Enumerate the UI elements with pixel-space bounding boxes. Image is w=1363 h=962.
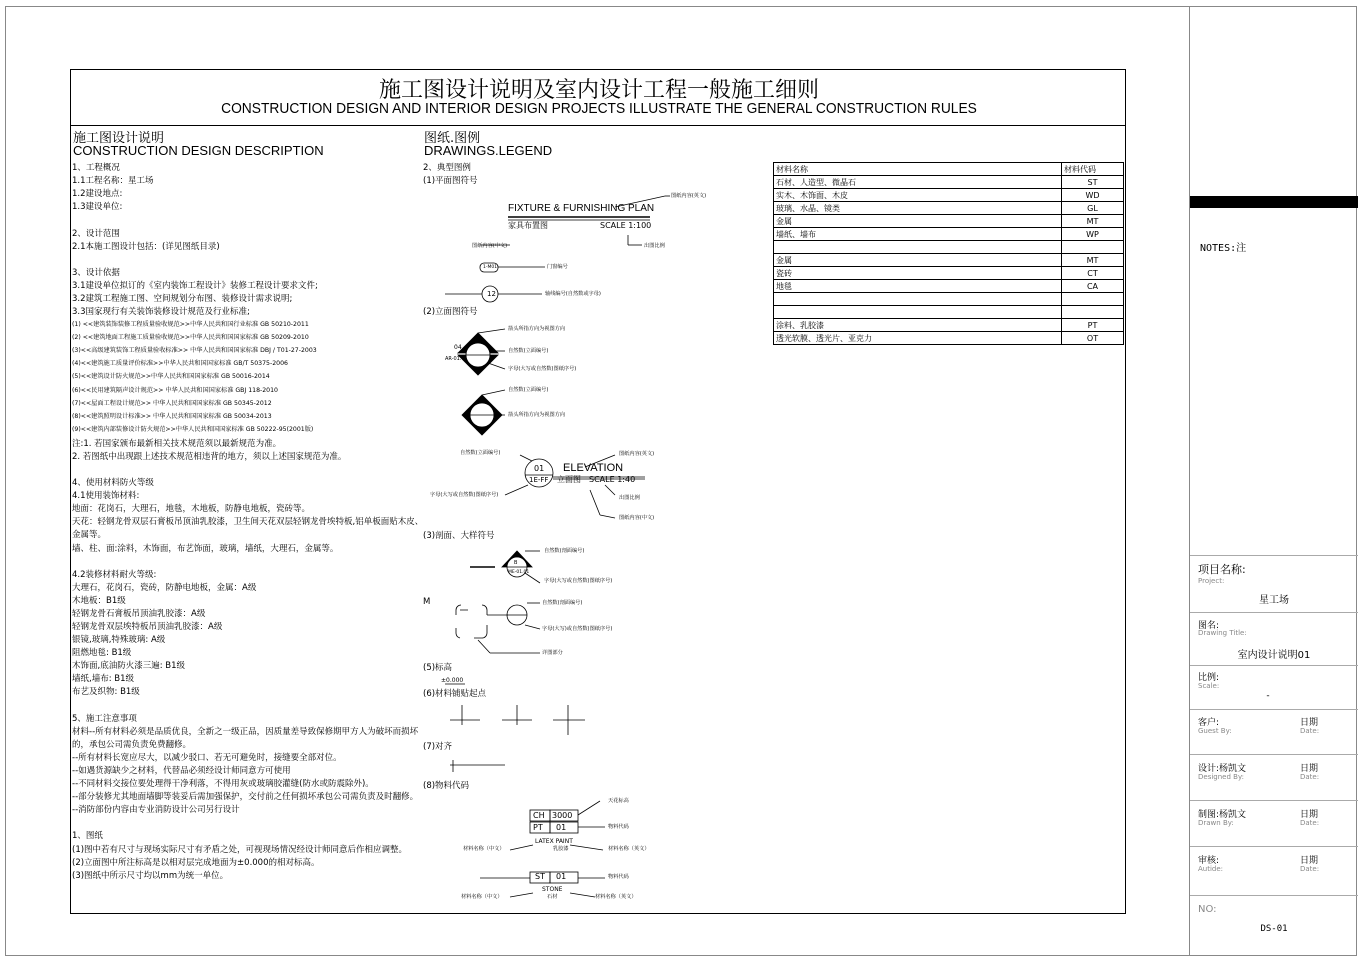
- text-line: 2、设计范围: [72, 229, 120, 239]
- legend-heading-cn: 图纸.图例: [424, 131, 481, 146]
- material-code-title: (8)物料代码: [423, 781, 470, 791]
- project-label-en: Project:: [1198, 577, 1225, 585]
- table-row: [774, 319, 1124, 332]
- elev-num-note: 自然数(立面编号): [508, 348, 549, 354]
- drawing-title-label: 图名:: [1198, 621, 1220, 631]
- text-line: 3.2建筑工程施工图、空间规划分布图、装修设计需求说明;: [72, 294, 293, 304]
- mat-en2-note: 材料名称（英文）: [595, 894, 637, 900]
- table-row: [774, 202, 1124, 215]
- pt-value: 01: [556, 823, 567, 832]
- date-label: 日期: [1300, 718, 1319, 728]
- title-block-bar: [1190, 196, 1358, 208]
- cell-code: CA: [1062, 280, 1124, 293]
- fixture-plan-title: FIXTURE & FURNISHING PLAN: [508, 203, 655, 214]
- stone-cn: 石材: [547, 894, 558, 900]
- date-label-en: Date:: [1300, 819, 1320, 827]
- separator: [1190, 800, 1358, 801]
- mat-code-note: 物料代码: [608, 824, 629, 830]
- standard-item: (9)<<建筑内部装修设计防火规范>>中华人民共和国国家标准 GB 50222-95(2001版): [72, 426, 314, 433]
- text-line: 4.2装修材料耐火等级:: [72, 570, 157, 580]
- cell-name: 金属: [774, 215, 1062, 228]
- drawing-title-value: 室内设计说明01: [1237, 650, 1311, 661]
- axis-label-note: 轴线编号(自然数或字母): [545, 291, 601, 297]
- cell-code: WP: [1062, 228, 1124, 241]
- text-line: 材料--所有材料必须是品质优良，全新之一级正品，因质量差导致保修期甲方人为破坏而损坏: [72, 727, 419, 737]
- nat-elev-note: 自然数(立面编号): [460, 450, 501, 456]
- cell-code: MT: [1062, 215, 1124, 228]
- arrow-dir-note: 箭头所指方向为视图方向: [508, 326, 566, 332]
- text-line: 3.3国家现行有关装饰装修设计规范及行业标准;: [72, 307, 250, 317]
- text-line: 1.1工程名称：星工场: [72, 176, 154, 186]
- text-line: 大理石，花岗石，瓷砖，防静电地板，金属：A级: [72, 583, 257, 593]
- separator: [1190, 555, 1358, 556]
- audit-label-en: Autide:: [1198, 865, 1224, 873]
- out-scale-note: 出图比例: [644, 243, 665, 249]
- table-row: [774, 176, 1124, 189]
- drawing-cn2-note: 图纸内容(中文): [619, 515, 655, 521]
- date-label: 日期: [1300, 764, 1319, 774]
- text-line: 1、工程概况: [72, 163, 120, 173]
- material-start-title: (6)材料铺贴起点: [423, 689, 487, 699]
- scale-100: SCALE 1:100: [600, 221, 652, 230]
- latex-cn: 乳胶漆: [553, 846, 569, 852]
- table-header: [774, 163, 1124, 176]
- separator: [1190, 709, 1358, 710]
- mat-en-note: 材料名称（英文）: [608, 846, 650, 852]
- scale-label: 比例:: [1198, 673, 1220, 683]
- det-part-note: 详图部分: [542, 650, 563, 656]
- text-line: 地面：花岗石，大理石，地毯，木地板，防静电地板，瓷砖等。: [72, 504, 311, 514]
- cell-name: 瓷砖: [774, 267, 1062, 280]
- arrow-dir2-note: 箭头所指方向为视图方向: [508, 412, 566, 418]
- fixture-plan-cn: 家具布置图: [508, 221, 548, 230]
- latex-paint: LATEX PAINT: [535, 838, 573, 845]
- elev-circle-num: 01: [534, 464, 545, 473]
- elev-circle-sub: 1E-FF: [529, 476, 549, 484]
- text-line: 的，承包公司需负责免费翻修。: [72, 740, 192, 750]
- standard-item: (2) <<建筑地面工程施工质量验收规范>>中华人民共和国国家标准 GB 50209-2010: [72, 334, 309, 341]
- scale-40: SCALE 1:40: [589, 475, 636, 484]
- text-line: (1)图中若有尺寸与现场实际尺寸有矛盾之处，可视现场情况经设计师同意后作相应调整。: [72, 845, 408, 855]
- table-row: [774, 228, 1124, 241]
- sec-num-note: 自然数(剖面编号): [544, 548, 585, 554]
- sec-letter-note: 字母(大写或自然数(图纸序号): [544, 578, 613, 584]
- sheet-title-en: CONSTRUCTION DESIGN AND INTERIOR DESIGN PROJECTS ILLUSTRATE THE GENERAL CONSTRUCTION RULES: [221, 100, 977, 117]
- door-tag: 1-M01: [483, 265, 498, 270]
- table-row: [774, 293, 1124, 306]
- out-scale2-note: 出图比例: [619, 495, 640, 501]
- text-line: (2)立面图中所注标高是以相对层完成地面为±0.000的相对标高。: [72, 858, 320, 868]
- separator: [1190, 895, 1358, 896]
- standard-item: (6)<<民用建筑隔声设计规范>> 中华人民共和国国家标准 GBJ 118-2010: [72, 387, 278, 394]
- mat-cn2-note: 材料名称（中文）: [461, 894, 503, 900]
- det-letter-note: 字母(大写)或自然数(图纸序号): [542, 626, 613, 632]
- scale-value: -: [1266, 691, 1270, 701]
- text-line: 金属等。: [72, 530, 107, 540]
- text-line: 4.1使用装饰材料:: [72, 491, 140, 501]
- level-value: ±0.000: [441, 677, 464, 684]
- standard-item: (3)<<高级建筑装饰工程质量验收标准>> 中华人民共和国国家标准 DBJ / T01-27-2003: [72, 347, 317, 354]
- project-label: 项目名称:: [1198, 563, 1246, 576]
- drawn-by-label-en: Drawn By:: [1198, 819, 1234, 827]
- header-material-name: 材料名称: [774, 163, 1062, 176]
- elevation-cn: 立面图: [557, 475, 581, 484]
- separator: [1190, 612, 1358, 613]
- date-label: 日期: [1300, 810, 1319, 820]
- mat-code2-note: 物料代码: [608, 874, 629, 880]
- date-label-en: Date:: [1300, 773, 1320, 781]
- text-line: 1.3建设单位:: [72, 202, 123, 212]
- table-row: [774, 215, 1124, 228]
- ceiling-height-note: 天花标高: [608, 798, 629, 804]
- elev-tag-top: 04: [454, 344, 462, 351]
- st-code: ST: [535, 872, 545, 881]
- elevation-symbol-title: (2)立面图符号: [423, 307, 478, 317]
- cell-code: [1062, 306, 1124, 319]
- left-heading-en: CONSTRUCTION DESIGN DESCRIPTION: [73, 143, 324, 158]
- cell-name: [774, 293, 1062, 306]
- text-line: 1、图纸: [72, 831, 103, 841]
- text-line: 5、施工注意事项: [72, 714, 137, 724]
- ch-value: 3000: [552, 811, 573, 820]
- det-num-note: 自然数(剖面编号): [542, 600, 583, 606]
- text-line: 墙、柱、面:涂料，木饰面，布艺饰面，玻璃，墙纸，大理石，金属等。: [72, 544, 339, 554]
- cell-name: 透光软膜、透光片、亚克力: [774, 332, 1062, 345]
- text-line: 1.2建设地点:: [72, 189, 123, 199]
- designer-label-en: Designed By:: [1198, 773, 1244, 781]
- letter-num-note: 字母(大写或自然数(图纸序号): [508, 366, 577, 372]
- text-line: 3、设计依据: [72, 268, 120, 278]
- drawing-en2-note: 图纸内容(英文): [619, 451, 655, 457]
- cell-code: PT: [1062, 319, 1124, 332]
- text-line: 木饰面,底油防火漆三遍: B1级: [72, 661, 186, 671]
- text-line: --不同材料交接位要处理得干净利落，不得用灰或玻璃胶灌缝(防水或防震除外)。: [72, 779, 374, 789]
- text-line: 墙纸,墙布: B1级: [72, 674, 135, 684]
- text-line: --部分装修尤其地面墙脚等装妥后需加强保护，交付前之任何损坏承包公司需负责及时翻修。: [72, 792, 419, 802]
- scale-label-en: Scale:: [1198, 682, 1220, 690]
- cell-name: 地毯: [774, 280, 1062, 293]
- ch-code: CH: [533, 811, 545, 820]
- text-line: 木地板：B1级: [72, 596, 126, 606]
- table-row: [774, 267, 1124, 280]
- align-title: (7)对齐: [423, 742, 453, 752]
- text-line: 天花：轻钢龙骨双层石膏板吊顶油乳胶漆，卫生间天花双层轻钢龙骨埃特板,铝单板面贴木皮、: [72, 517, 424, 527]
- cell-name: 石材、人造型、微晶石: [774, 176, 1062, 189]
- cell-name: 玻璃、水晶、镜类: [774, 202, 1062, 215]
- elevation-title: ELEVATION: [563, 462, 624, 474]
- date-label: 日期: [1300, 856, 1319, 866]
- letter2-note: 字母(大写或自然数(图纸序号): [430, 492, 499, 498]
- client-label-en: Guest By:: [1198, 727, 1232, 735]
- text-line: --所有材料长宽应尽大，以减少驳口、若无可避免时，接缝要全部对位。: [72, 753, 342, 763]
- section-symbol-title: (3)剖面、大样符号: [423, 531, 495, 541]
- standard-item: (7)<<屋面工程设计规范>> 中华人民共和国国家标准 GB 50345-2012: [72, 400, 272, 407]
- text-line: --消防部份内容由专业消防设计公司另行设计: [72, 805, 240, 815]
- sheet-title-cn: 施工图设计说明及室内设计工程一般施工细则: [378, 78, 819, 103]
- number-label: NO:: [1198, 904, 1217, 915]
- cell-code: GL: [1062, 202, 1124, 215]
- date-label-en: Date:: [1300, 865, 1320, 873]
- cell-code: MT: [1062, 254, 1124, 267]
- text-line: 4、使用材料防火等级: [72, 478, 154, 488]
- title-block: [1189, 6, 1358, 956]
- cell-name: 实木、木饰面、木皮: [774, 189, 1062, 202]
- drawing-number: DS-01: [1260, 924, 1288, 934]
- table-row: [774, 306, 1124, 319]
- cell-code: WD: [1062, 189, 1124, 202]
- plan-symbol-title: (1)平面图符号: [423, 176, 478, 186]
- cell-name: 金属: [774, 254, 1062, 267]
- cell-name: 墙纸、墙布: [774, 228, 1062, 241]
- client-label: 客户:: [1198, 718, 1220, 728]
- drawing-cn-note: 图纸内容(中文): [472, 243, 508, 249]
- standard-item: (5)<<建筑设计防火规范>>中华人民共和国国家标准 GB 50016-2014: [72, 373, 270, 380]
- table-row: [774, 189, 1124, 202]
- notes-label: NOTES:注: [1200, 243, 1247, 254]
- elev-num2-note: 自然数(立面编号): [508, 387, 549, 393]
- legend-subtitle: 2、典型图例: [423, 163, 471, 173]
- text-line: 轻钢龙骨双层埃特板吊顶油乳胶漆：A级: [72, 622, 223, 632]
- standard-item: (8)<<建筑照明设计标准>> 中华人民共和国国家标准 GB 50034-2013: [72, 413, 272, 420]
- table-row: [774, 254, 1124, 267]
- door-code-note: 门窗编号: [547, 264, 568, 270]
- table-row: [774, 280, 1124, 293]
- pt-code: PT: [533, 823, 543, 832]
- stone: STONE: [542, 886, 563, 893]
- cell-code: [1062, 293, 1124, 306]
- drawn-by-label: 制图:杨凯文: [1198, 810, 1247, 820]
- cell-name: [774, 241, 1062, 254]
- cell-code: CT: [1062, 267, 1124, 280]
- table-row: [774, 332, 1124, 345]
- text-line: 阻燃地毯: B1级: [72, 648, 132, 658]
- audit-label: 审核:: [1198, 856, 1220, 866]
- m-label: M: [423, 597, 431, 607]
- text-line: (3)图纸中所示尺寸均以mm为统一单位。: [72, 871, 229, 881]
- date-label-en: Date:: [1300, 727, 1320, 735]
- cell-name: 涂料、乳胶漆: [774, 319, 1062, 332]
- separator: [1190, 665, 1358, 666]
- separator: [1190, 846, 1358, 847]
- text-line: 3.1建设单位拟订的《室内装饰工程设计》装修工程设计要求文件;: [72, 281, 318, 291]
- elev-tag-bot: AR-01.01: [445, 356, 468, 362]
- note-line: 注:1. 若国家颁布最新相关技术规范须以最新规范为准。: [72, 439, 282, 449]
- mat-cn-note: 材料名称（中文）: [463, 846, 505, 852]
- sec-tag-top: B: [514, 560, 518, 566]
- sec-tag-bot: ME-01.01: [508, 570, 530, 575]
- title-divider: [71, 125, 1125, 126]
- table-row: [774, 241, 1124, 254]
- text-line: --如遇货源缺少之材料，代替品必须经设计师同意方可使用: [72, 766, 291, 776]
- standard-item: (1) <<建筑装饰装修工程质量验收规范>>中华人民共和国行业标准 GB 50210-2011: [72, 321, 309, 328]
- materials-table: [773, 162, 1124, 345]
- cell-code: [1062, 241, 1124, 254]
- separator: [1190, 754, 1358, 755]
- designer-label: 设计:杨凯文: [1198, 764, 1247, 774]
- left-heading-cn: 施工图设计说明: [73, 131, 165, 146]
- axis-number: 12: [487, 290, 496, 298]
- text-line: 布艺及织物: B1级: [72, 687, 140, 697]
- header-material-code: 材料代码: [1062, 163, 1124, 176]
- note-line: 2. 若图纸中出现跟上述技术规范相违背的地方，须以上述国家规范为准。: [72, 452, 347, 462]
- text-line: 银镜,玻璃,特殊玻璃: A级: [72, 635, 166, 645]
- standard-item: (4)<<建筑施工质量评价标准>>中华人民共和国国家标准 GB/T 50375-2006: [72, 360, 288, 367]
- project-value: 星工场: [1259, 595, 1289, 606]
- drawing-title-en: Drawing Title:: [1198, 629, 1247, 637]
- drawing-en-note: 图纸内容(英文): [671, 193, 707, 199]
- level-title: (5)标高: [423, 663, 453, 673]
- st-value: 01: [556, 872, 567, 881]
- text-line: 2.1本施工图设计包括：(详见图纸目录): [72, 242, 220, 252]
- cell-code: OT: [1062, 332, 1124, 345]
- cell-code: ST: [1062, 176, 1124, 189]
- legend-heading-en: DRAWINGS.LEGEND: [424, 143, 553, 158]
- text-line: 轻钢龙骨石膏板吊顶油乳胶漆：A级: [72, 609, 206, 619]
- cell-name: [774, 306, 1062, 319]
